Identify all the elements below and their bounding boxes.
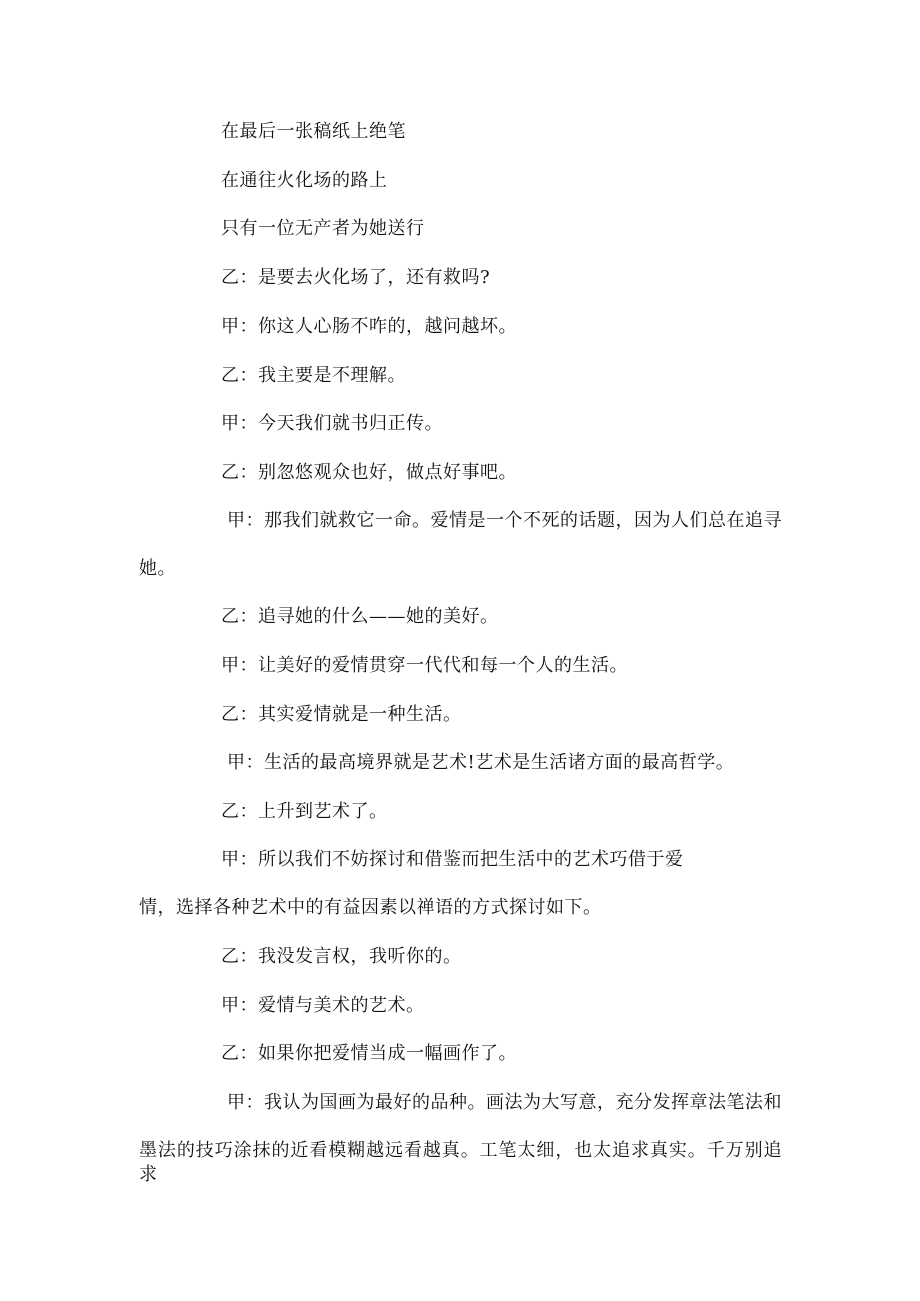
text-line: 墨法的技巧涂抹的近看模糊越远看越真。工笔太细，也太追求真实。千万别追求 [139,1140,782,1185]
text-line: 乙：如果你把爱情当成一幅画作了。 [221,1043,517,1064]
text-line: 在最后一张稿纸上绝笔 [221,121,406,142]
text-line: 甲：生活的最高境界就是艺术!艺术是生活诸方面的最高哲学。 [227,752,735,773]
text-line: 甲：爱情与美术的艺术。 [221,995,425,1016]
text-line: 乙：是要去火化场了，还有救吗? [221,267,491,288]
text-line: 乙：我主要是不理解。 [221,365,406,386]
text-line: 乙：我没发言权，我听你的。 [221,946,462,967]
text-line: 只有一位无产者为她送行 [221,218,425,239]
text-line: 甲：你这人心肠不咋的，越问越坏。 [221,316,517,337]
text-line: 甲：让美好的爱情贯穿一代代和每一个人的生活。 [221,655,628,676]
text-line: 甲：那我们就救它一命。爱情是一个不死的话题，因为人们总在追寻 [227,510,782,531]
text-line: 情，选择各种艺术中的有益因素以禅语的方式探讨如下。 [139,897,602,918]
text-line: 在通往火化场的路上 [221,170,388,191]
text-line: 乙：上升到艺术了。 [221,801,388,822]
text-line: 甲：所以我们不妨探讨和借鉴而把生活中的艺术巧借于爱 [221,849,684,870]
text-line: 乙：追寻她的什么——她的美好。 [221,606,499,627]
text-line: 乙：别忽悠观众也好，做点好事吧。 [221,462,517,483]
text-line: 乙：其实爱情就是一种生活。 [221,704,462,725]
text-line: 她。 [139,558,176,579]
text-line: 甲：我认为国画为最好的品种。画法为大写意，充分发挥章法笔法和 [227,1092,782,1113]
text-line: 甲：今天我们就书归正传。 [221,413,443,434]
